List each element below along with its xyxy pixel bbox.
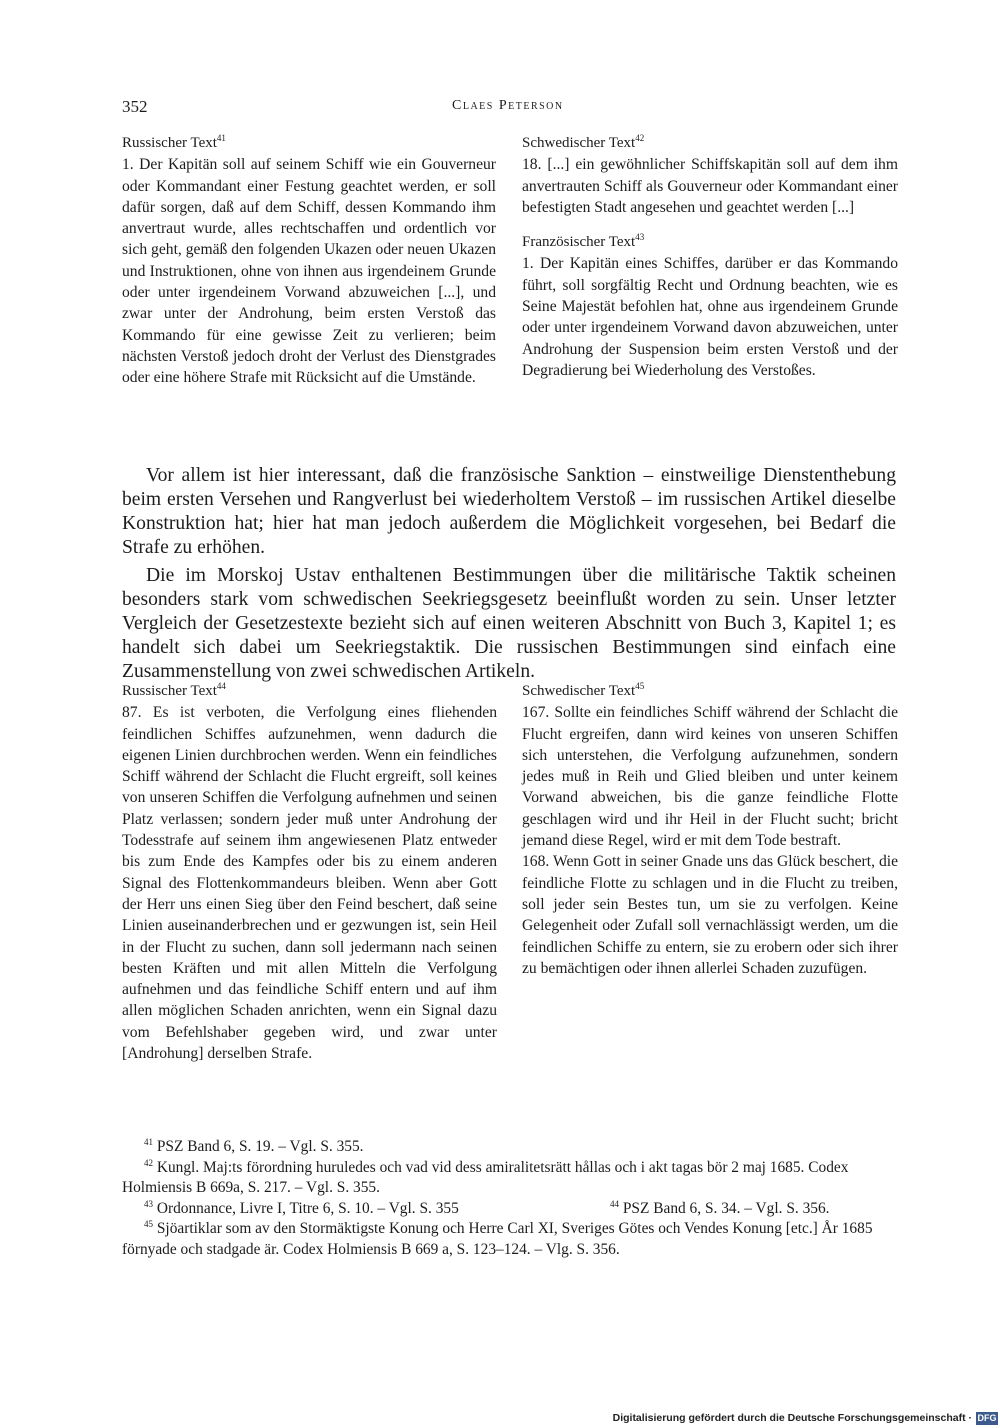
running-head-text: Claes Peterson xyxy=(452,98,564,113)
digitization-credit: Digitalisierung gefördert durch die Deutsche Forschungsgemeinschaft · xyxy=(612,1412,972,1424)
footnote-41-text: PSZ Band 6, S. 19. – Vgl. S. 355. xyxy=(156,1138,364,1155)
footnote-ref-45: 45 xyxy=(635,681,645,691)
block1-right-column xyxy=(522,133,898,381)
footnote-42 xyxy=(122,1158,900,1199)
block2-russian-heading-text: Russischer Text xyxy=(122,683,217,699)
footnote-45-number: 45 xyxy=(144,1219,153,1229)
body-paragraph-1: Vor allem ist hier interessant, daß die französische Sanktion – einstweilige Dienstenthebung beim ersten Versehen und Rangverlust bei wiederholtem Verstoß – im russischen Artikel dieselbe Konstruktion hat; hier hat man jedoch außerdem die Möglichkeit vorgesehen, bei Bedarf die Strafe zu erhöhen. xyxy=(122,465,896,558)
block2-russian-column xyxy=(122,681,497,1064)
footnote-row-43-44 xyxy=(122,1199,900,1220)
footnote-43 xyxy=(144,1199,610,1220)
block1-swedish-heading-text: Schwedischer Text xyxy=(522,135,636,151)
footnote-45 xyxy=(122,1219,900,1260)
block2-swedish-text-167: 167. Sollte ein feindliches Schiff während der Schlacht die Flucht ergreifen, dann wird keines von unseren Schiffen sich unterstehen, die Verfolgung aufzunehmen, sondern jedes muß in Reih und Glied bleiben und unter keinem Vorwand abweichen, bis die ganze feindliche Flotte geschlagen wird und ihr Heil in der Flucht sucht; bricht jemand diese Regel, wird er mit dem Tode bestraft. xyxy=(522,704,898,850)
footnote-ref-44: 44 xyxy=(216,681,226,691)
block1-russian-text: 1. Der Kapitän soll auf seinem Schiff wie ein Gouverneur oder Kommandant einer Festung geachtet werden, er soll dafür sorgen, daß auf dem Schiff, dessen Kommando ihm anvertraut wurde, alles rechtschaffen und ordentlich vor sich geht, gemäß den folgenden Ukazen oder neuen Ukazen und Instruktionen, ohne von ihnen aus irgendeinem Grunde oder unter irgendeinem Vorwand abzuweichen [...], und zwar unter der Androhung, beim ersten Verstoß das Kommando für eine gewisse Zeit zu verlieren; beim nächsten Verstoß jedoch droht der Verlust des Dienstgrades oder eine höhere Strafe mit Rücksicht auf die Umstände. xyxy=(122,156,496,387)
block2-swedish-column xyxy=(522,681,898,979)
footnote-45-text: Sjöartiklar som av den Stormäktigste Konung och Herre Carl XI, Sveriges Götes och Vendes Konung [etc.] År 1685 förnyade och stadgade är. Codex Holmiensis B 669 a, S. 123–124. – Vlg. S. 356. xyxy=(122,1220,873,1258)
block1-french-heading-text: Französischer Text xyxy=(522,234,636,251)
block1-russian-heading xyxy=(122,133,496,154)
footnote-41 xyxy=(122,1137,900,1158)
footnote-43-text: Ordonnance, Livre I, Titre 6, S. 10. – Vgl. S. 355 xyxy=(156,1199,459,1217)
block1-russian-column xyxy=(122,133,496,389)
block2-swedish-heading-text: Schwedischer Text xyxy=(522,683,636,699)
block2-swedish-heading xyxy=(522,681,898,702)
footnote-ref-42: 42 xyxy=(635,133,645,143)
block1-swedish-heading xyxy=(522,133,898,154)
digitization-footer xyxy=(613,1408,1000,1428)
dfg-logo-icon: DFG xyxy=(977,1413,997,1423)
footnote-42-text: Kungl. Maj:ts förordning huruledes och vad vid dess amiralitetsrätt hållas och i akt tagas bör 2 maj 1685. Codex Holmiensis B 669a, S. 217. – Vgl. S. 355. xyxy=(122,1158,849,1196)
block1-french-heading xyxy=(522,232,898,253)
block1-swedish-text: 18. [...] ein gewöhnlicher Schiffskapitän soll auf dem ihm anvertrauten Schiff als Gouverneur oder Kommandant einer befestigten Stadt angesehen und geachtet werden [...] xyxy=(522,156,898,216)
block2-russian-text: 87. Es ist verboten, die Verfolgung eines fliehenden feindlichen Schiffes aufzunehmen, wenn dadurch die eigenen Linien durchbrochen werden. Wenn ein feindliches Schiff während der Schlacht die Flucht ergreift, soll keines von unseren Schiffen die Verfolgung aufnehmen und seinen Platz verlassen; sondern jeder muß unter Androhung der Todesstrafe auf seinem ihm angewiesenen Platz entweder bis zum Ende des Kampfes oder bis zu einem anderen Signal des Flottenkommandeurs bleiben. Wenn aber Gott der Herr uns einen Sieg über den Feind beschert, daß seine Linien auseinanderbrechen und er gezwungen ist, sein Heil in der Flucht zu suchen, dann soll jedermann nach seinen besten Kräften und mit allen Mitteln die Verfolgung aufnehmen und das feindliche Schiff entern und auf ihm allen möglichen Schaden anrichten, wenn ein Signal dazu vom Befehlshaber gegeben wird, und zwar unter [Androhung] derselben Strafe. xyxy=(122,704,497,1063)
footnote-44 xyxy=(610,1199,830,1220)
block2-russian-heading xyxy=(122,681,497,702)
footnote-ref-41: 41 xyxy=(216,133,226,143)
footnote-41-number: 41 xyxy=(144,1137,153,1147)
footnote-42-number: 42 xyxy=(144,1157,153,1168)
block1-french-text: 1. Der Kapitän eines Schiffes, darüber er das Kommando führt, soll sorgfältig Recht und Ordnung beachten, wie es Seine Majestät befohlen hat, ohne aus irgendeinem Grunde oder unter irgendeinem Vorwand davon abzuweichen, unter Androhung der Suspension beim ersten Verstoß und der Degradierung bei Wiederholung des Verstoßes. xyxy=(522,255,898,379)
footnote-44-number: 44 xyxy=(610,1198,619,1209)
block1-russian-heading-text: Russischer Text xyxy=(122,135,217,151)
footnote-ref-43: 43 xyxy=(635,232,645,243)
footnote-44-text: PSZ Band 6, S. 34. – Vgl. S. 356. xyxy=(622,1199,830,1217)
body-text xyxy=(122,464,896,684)
footnote-43-number: 43 xyxy=(144,1198,153,1209)
page-number: 352 xyxy=(122,97,148,116)
block2-swedish-text-168: 168. Wenn Gott in seiner Gnade uns das Glück beschert, die feindliche Flotte zu schlagen und in die Flucht zu treiben, soll jeder sein Bestes tun, um sie zu verfolgen. Keine Gelegenheit oder Zufall soll vernachlässigt werden, um die feindlichen Schiffe zu entern, sie zu erobern oder sich ihrer zu bemächtigen oder ihnen allerlei Schaden zuzufügen. xyxy=(522,853,898,977)
body-paragraph-2: Die im Morskoj Ustav enthaltenen Bestimmungen über die militärische Taktik scheinen besonders stark vom schwedischen Seekriegsgesetz beeinflußt worden zu sein. Unser letzter Vergleich der Gesetzestexte bezieht sich auf einen weiteren Abschnitt von Buch 3, Kapitel 1; es handelt sich dabei um Seekriegstaktik. Die russischen Bestimmungen sind einfach eine Zusammenstellung von zwei schwedischen Artikeln. xyxy=(122,565,896,682)
footnotes xyxy=(122,1137,900,1260)
running-head xyxy=(452,98,564,114)
